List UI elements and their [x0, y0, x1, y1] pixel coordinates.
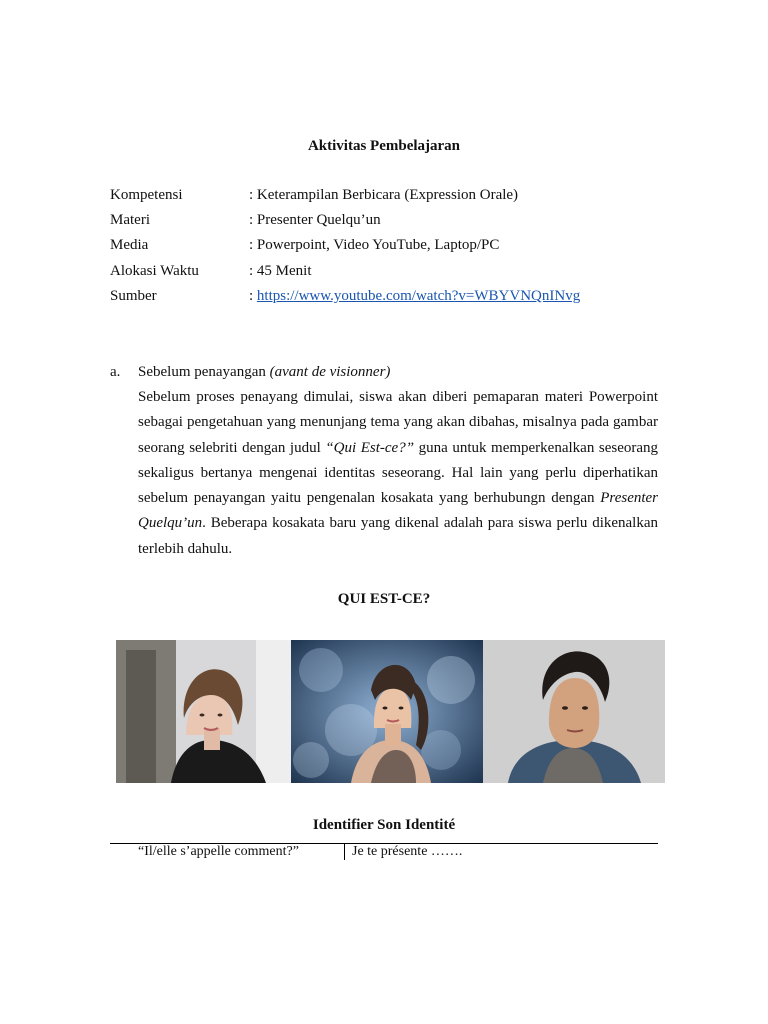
meta-value: : Presenter Quelqu’un	[249, 212, 381, 228]
meta-value	[249, 288, 580, 305]
meta-label: Kompetensi	[110, 187, 183, 203]
section-heading-italic: (avant de visionner)	[269, 364, 391, 380]
section-heading-text: Sebelum penayangan	[138, 364, 266, 380]
meta-label: Alokasi Waktu	[110, 263, 199, 279]
celebrity-photo-3	[483, 640, 665, 783]
section-marker: a.	[110, 364, 121, 380]
document-title: Aktivitas Pembelajaran	[307, 138, 461, 154]
celebrity-photo-2	[291, 640, 483, 783]
source-link[interactable]: https://www.youtube.com/watch?v=WBYVNQnINvg	[256, 288, 581, 304]
paragraph-part-1: Sebelum proses penayang dimulai, siswa akan diberi pemaparan materi Powerpoint sebagai pengetahuan yang menunjang tema yang akan dibahas, misalnya pada gambar seorang selebriti dengan judul	[138, 389, 658, 456]
identity-title: Identifier Son Identité	[312, 817, 456, 833]
meta-value-prefix: :	[249, 288, 257, 304]
meta-label: Media	[110, 237, 149, 253]
paragraph-part-2: guna untuk memperkenalkan seseorang sekaligus bertanya mengenai identitas seseorang. Hal lain yang perlu diperhatikan sebelum penayangan yaitu pengenalan kosakata yang berhubungn dengan	[138, 439, 659, 507]
paragraph-part-3: . Beberapa kosakata baru yang dikenal adalah para siswa perlu dikenalkan terlebih dahulu.	[138, 515, 658, 557]
meta-value: : Powerpoint, Video YouTube, Laptop/PC	[249, 237, 500, 253]
table-column-divider	[344, 843, 345, 860]
quiz-title: QUI EST-CE?	[337, 591, 431, 607]
table-cell-question: “Il/elle s’appelle comment?”	[138, 844, 299, 859]
paragraph-term: Presenter Quelqu’un	[138, 490, 659, 532]
meta-value: : Keterampilan Berbicara (Expression Orale)	[249, 187, 519, 203]
meta-value: : 45 Menit	[249, 263, 312, 279]
meta-label: Sumber	[110, 288, 157, 304]
section-heading	[138, 364, 390, 381]
meta-label: Materi	[110, 212, 150, 228]
paragraph-quote: “Qui Est-ce?”	[325, 439, 415, 456]
celebrity-photos	[116, 640, 665, 783]
celebrity-photo-1	[116, 640, 291, 783]
table-cell-answer: Je te présente …….	[352, 844, 463, 859]
section-paragraph	[138, 385, 658, 562]
